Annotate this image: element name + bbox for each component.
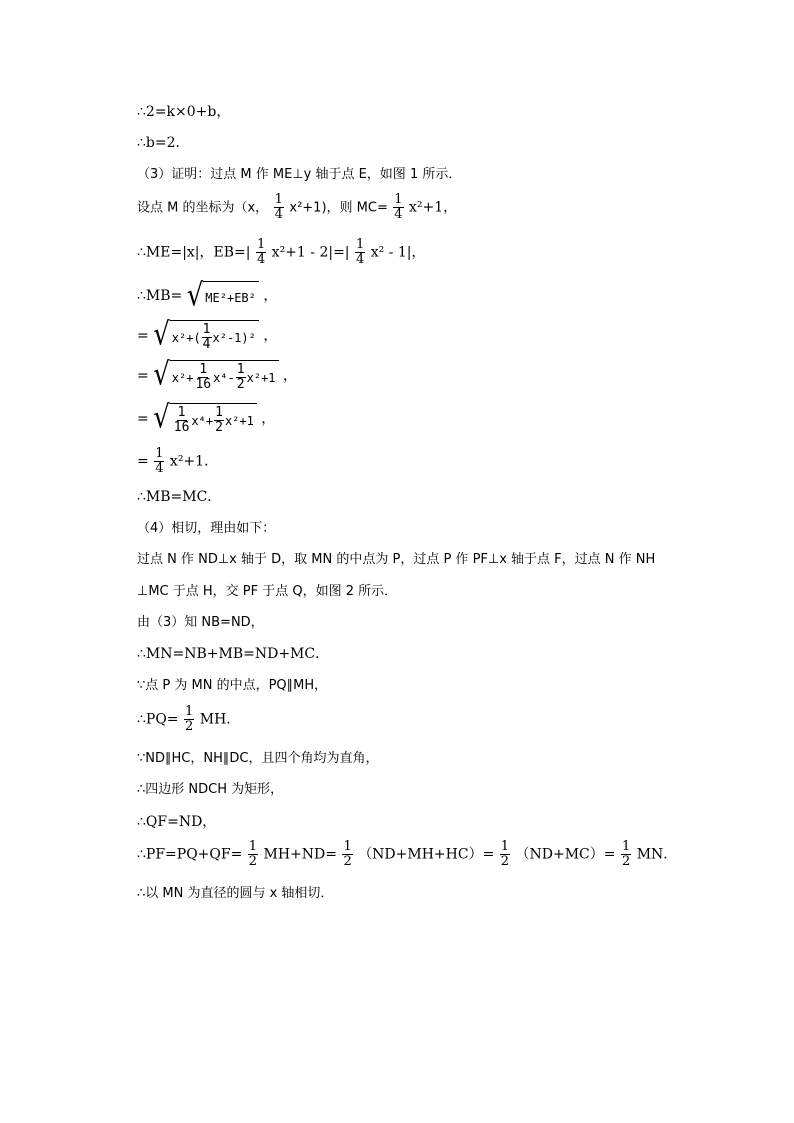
denominator: 2 bbox=[500, 854, 510, 869]
fraction bbox=[342, 840, 352, 869]
line-11: ∴MB=MC． bbox=[137, 489, 222, 505]
numerator: 1 bbox=[274, 192, 283, 207]
text: x⁴+ bbox=[191, 413, 214, 428]
text: MH． bbox=[199, 711, 241, 728]
text: x²+1 bbox=[224, 413, 254, 428]
line-23: ∴以 MN 为直径的圆与 x 轴相切． bbox=[137, 886, 334, 901]
fraction bbox=[236, 363, 246, 392]
square-root bbox=[153, 316, 259, 353]
text: x²-1)² bbox=[212, 330, 256, 345]
denominator: 16 bbox=[195, 377, 212, 392]
line-7 bbox=[137, 316, 278, 353]
line-13: 过点 N 作 ND⊥x 轴于 D，取 MN 的中点为 P，过点 P 作 PF⊥x 轴于点 F，过点 N 作 NH bbox=[137, 552, 656, 567]
radicand bbox=[170, 360, 279, 392]
numerator: 1 bbox=[500, 839, 510, 854]
line-2: ∴b=2． bbox=[137, 135, 190, 151]
radical-sign: √ bbox=[153, 356, 170, 393]
radicand: ME²+EB² bbox=[203, 281, 259, 311]
numerator: 1 bbox=[177, 405, 186, 420]
line-16: ∴MN=NB+MB=ND+MC． bbox=[137, 646, 330, 662]
radical-sign: √ bbox=[153, 316, 170, 353]
text: ∴MB= bbox=[137, 288, 183, 304]
denominator: 4 bbox=[394, 207, 403, 222]
line-1: ∴2=k×0+b， bbox=[137, 104, 231, 120]
text: = bbox=[137, 328, 149, 344]
denominator: 4 bbox=[274, 207, 283, 222]
numerator: 1 bbox=[185, 704, 194, 719]
text: ∴PQ= bbox=[137, 711, 179, 728]
fraction bbox=[214, 406, 224, 435]
numerator: 1 bbox=[199, 362, 208, 377]
fraction bbox=[154, 447, 164, 476]
fraction bbox=[184, 705, 194, 734]
square-root bbox=[153, 399, 257, 436]
fraction bbox=[500, 840, 510, 869]
numerator: 1 bbox=[256, 237, 266, 252]
text: 设点 M 的坐标为（x， bbox=[137, 200, 269, 216]
line-9 bbox=[137, 399, 276, 436]
numerator: 1 bbox=[394, 192, 403, 207]
line-20: ∴四边形 NDCH 为矩形， bbox=[137, 782, 284, 797]
square-root bbox=[153, 356, 278, 393]
numerator: 1 bbox=[355, 237, 365, 252]
fraction bbox=[202, 323, 212, 352]
line-10 bbox=[137, 447, 218, 476]
fraction bbox=[248, 840, 258, 869]
denominator: 2 bbox=[248, 854, 258, 869]
text: ， bbox=[263, 328, 278, 344]
text: ， bbox=[282, 368, 297, 384]
square-root bbox=[186, 278, 259, 314]
fraction bbox=[256, 238, 266, 267]
text: x²+1 - 2|=| bbox=[271, 244, 350, 261]
numerator: 1 bbox=[621, 839, 631, 854]
numerator: 1 bbox=[155, 446, 164, 461]
line-8 bbox=[137, 356, 297, 393]
numerator: 1 bbox=[215, 405, 223, 420]
radical-sign: √ bbox=[153, 399, 170, 436]
text: x²+1． bbox=[169, 453, 219, 470]
denominator: 2 bbox=[621, 854, 631, 869]
line-19: ∵ND∥HC，NH∥DC，且四个角均为直角， bbox=[137, 751, 379, 766]
denominator: 16 bbox=[173, 420, 190, 435]
denominator: 4 bbox=[155, 461, 164, 476]
text: （ND+MH+HC）= bbox=[358, 846, 495, 863]
text: ∴PF=PQ+QF= bbox=[137, 846, 243, 863]
line-12: （4）相切，理由如下： bbox=[137, 521, 276, 536]
fraction bbox=[194, 363, 212, 392]
text: x²+ bbox=[171, 370, 194, 385]
line-4 bbox=[137, 193, 457, 222]
numerator: 1 bbox=[343, 839, 352, 854]
text: = bbox=[137, 411, 149, 427]
denominator: 4 bbox=[202, 337, 211, 352]
line-17: ∵点 P 为 MN 的中点，PQ∥MH， bbox=[137, 678, 328, 693]
denominator: 2 bbox=[343, 854, 352, 869]
denominator: 2 bbox=[185, 719, 194, 734]
fraction bbox=[355, 238, 365, 267]
radicand bbox=[170, 320, 259, 352]
line-6 bbox=[137, 278, 278, 314]
line-22 bbox=[137, 840, 677, 869]
denominator: 4 bbox=[256, 252, 266, 267]
text: x² - 1|， bbox=[370, 244, 426, 261]
numerator: 1 bbox=[236, 362, 245, 377]
line-3: （3）证明：过点 M 作 ME⊥y 轴于点 E，如图 1 所示． bbox=[137, 167, 462, 182]
line-5 bbox=[137, 238, 425, 267]
radicand bbox=[170, 403, 257, 435]
denominator: 2 bbox=[236, 377, 245, 392]
line-18 bbox=[137, 705, 240, 734]
radical-sign: √ bbox=[186, 278, 204, 314]
text: = bbox=[137, 368, 149, 384]
line-15: 由（3）知 NB=ND， bbox=[137, 615, 264, 630]
numerator: 1 bbox=[248, 839, 258, 854]
text: MN． bbox=[636, 846, 678, 863]
text: x²+1 bbox=[246, 370, 276, 385]
fraction bbox=[621, 840, 631, 869]
text: x²+1， bbox=[409, 199, 458, 216]
fraction bbox=[393, 193, 403, 222]
text: ∴ME=|x|，EB=| bbox=[137, 244, 251, 261]
text: x⁴- bbox=[213, 370, 235, 385]
fraction bbox=[173, 406, 191, 435]
line-21: ∴QF=ND， bbox=[137, 814, 217, 830]
denominator: 2 bbox=[215, 420, 223, 435]
text: ， bbox=[261, 411, 276, 427]
text: ， bbox=[263, 288, 278, 304]
numerator: 1 bbox=[202, 322, 211, 337]
text: （ND+MC）= bbox=[515, 846, 616, 863]
text: MH+ND= bbox=[263, 846, 337, 863]
text: x²+1)，则 MC= bbox=[289, 200, 388, 216]
denominator: 4 bbox=[355, 252, 365, 267]
text: = bbox=[137, 453, 149, 470]
text: x²+( bbox=[171, 330, 201, 345]
fraction bbox=[274, 193, 284, 222]
line-14: ⊥MC 于点 H，交 PF 于点 Q，如图 2 所示． bbox=[137, 584, 398, 599]
